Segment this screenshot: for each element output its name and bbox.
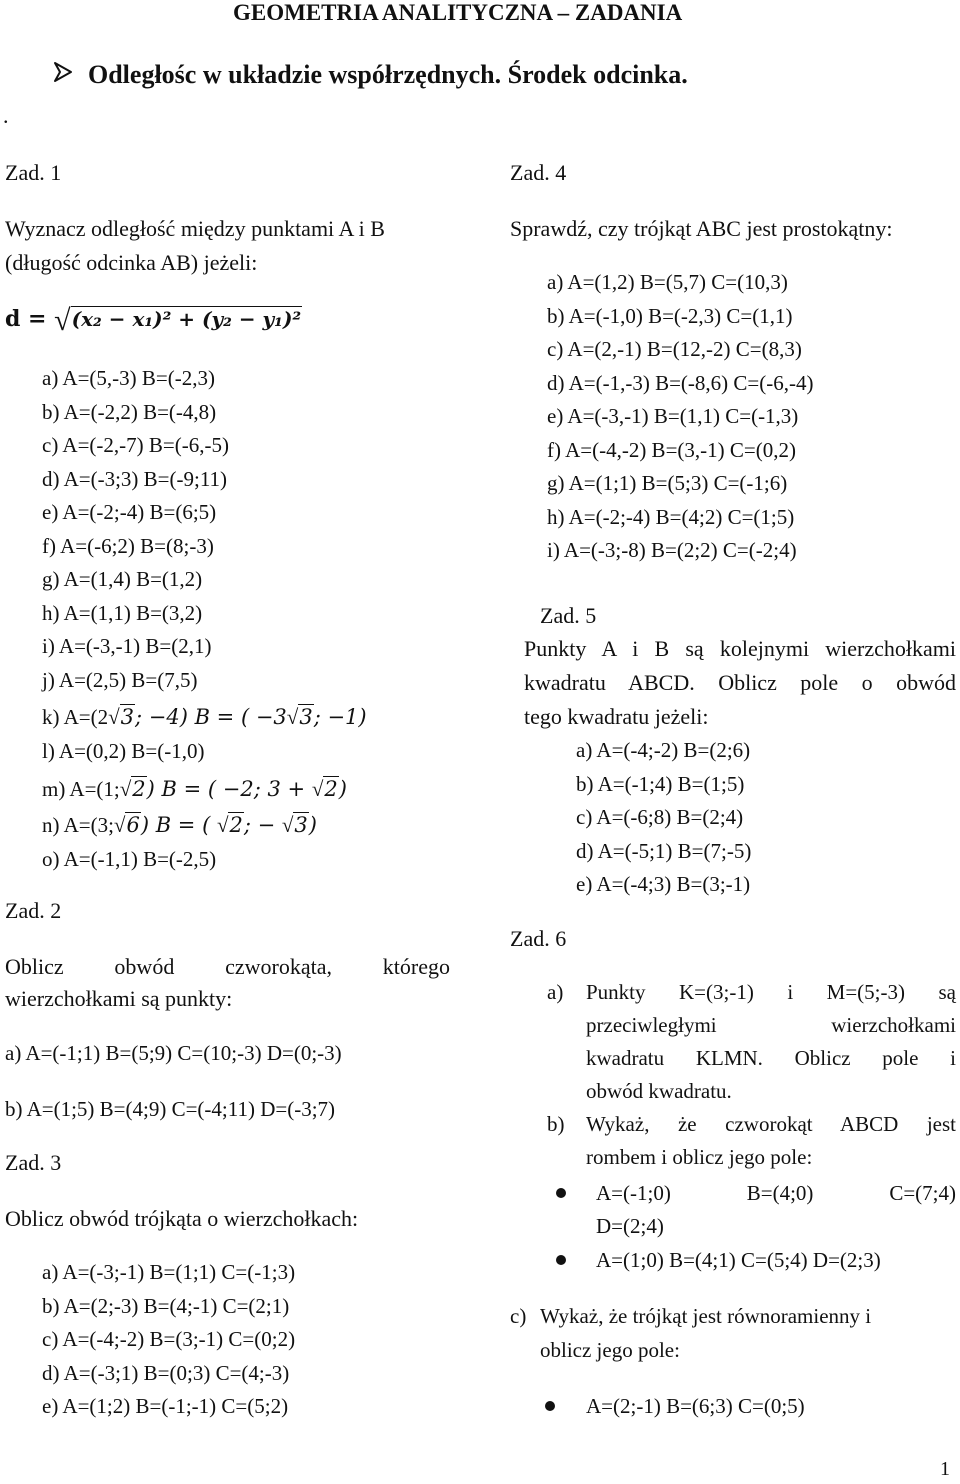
- zad5-list: [576, 734, 751, 902]
- stray-dot: .: [3, 103, 9, 128]
- zad6-b-bullet1-line2: D=(2;4): [596, 1214, 664, 1238]
- list-item: b) A=(2;-3) B=(4;-1) C=(2;1): [42, 1293, 290, 1318]
- list-item: a) A=(-3;-1) B=(1;1) C=(-1;3): [42, 1260, 296, 1284]
- list-item: h) A=(-2;-4) B=(4;2) C=(1;5): [547, 504, 795, 529]
- list-item-l: l) A=(0,2) B=(-1,0): [42, 739, 205, 763]
- zad6-a-line2: przeciwległymi wierzchołkami: [586, 1013, 956, 1037]
- radicand: 3: [120, 705, 134, 729]
- zad6-b-bullet1-line1: A=(-1;0) B=(4;0) C=(7;4): [596, 1181, 956, 1205]
- list-item-n: [42, 808, 317, 842]
- list-item: e) A=(-2;-4) B=(6;5): [42, 500, 217, 524]
- zad3-text-line1: Oblicz obwód trójkąta o wierzchołkach:: [5, 1206, 359, 1231]
- item-m-end: ): [338, 777, 347, 801]
- radicand: 6: [126, 813, 140, 837]
- list-item-k: [42, 700, 367, 734]
- item-m-mid: ) B = ( −2; 3 +: [146, 777, 312, 801]
- zad6-heading: Zad. 6: [510, 926, 567, 951]
- arrow-bullet-icon: [52, 60, 74, 90]
- list-item: d) A=(-3;3) B=(-9;11): [42, 466, 228, 491]
- item-n-end: ): [308, 813, 317, 837]
- list-item: d) A=(-5;1) B=(7;-5): [576, 838, 752, 863]
- zad6-c-line2: oblicz jego pole:: [540, 1338, 680, 1362]
- zad3-list: [42, 1256, 295, 1424]
- zad2-item-b: b) A=(1;5) B=(4;9) C=(-4;11) D=(-3;7): [5, 1097, 336, 1121]
- item-k-mid: ; −4) B = ( −3: [135, 705, 287, 729]
- list-item: b) A=(-2,2) B=(-4,8): [42, 399, 217, 424]
- zad2-text-line2: wierzchołkami są punkty:: [5, 986, 233, 1011]
- list-item: f) A=(-4,-2) B=(3,-1) C=(0,2): [547, 437, 796, 462]
- sqrt-sign-icon: √: [216, 813, 229, 837]
- bullet-icon: [556, 1181, 592, 1206]
- item-n-mid: ) B = (: [140, 813, 217, 837]
- zad6-a-label: a): [547, 980, 564, 1004]
- zad6-a-line1: Punkty K=(3;-1) i M=(5;-3) są: [586, 980, 956, 1004]
- bullet-icon: [545, 1394, 581, 1419]
- zad4-heading: Zad. 4: [510, 160, 567, 185]
- zad2-text-line1: Oblicz obwód czworokąta, którego: [5, 954, 450, 979]
- page-number: 1: [940, 1458, 950, 1480]
- zad5-text-line1: Punkty A i B są kolejnymi wierzchołkami: [524, 636, 956, 661]
- subtitle-text: Odległośc w układzie współrzędnych. Środek odcinka.: [88, 60, 688, 89]
- list-item: h) A=(1,1) B=(3,2): [42, 600, 203, 625]
- list-item: e) A=(1;2) B=(-1;-1) C=(5;2): [42, 1394, 289, 1418]
- sqrt-sign-icon: √: [108, 705, 120, 729]
- item-k-label: k) A=(2: [42, 705, 109, 729]
- list-item: e) A=(-3,-1) B=(1,1) C=(-1,3): [547, 404, 799, 428]
- list-item: i) A=(-3;-8) B=(2;2) C=(-2;4): [547, 538, 797, 562]
- zad5-text-line3: tego kwadratu jeżeli:: [524, 704, 709, 729]
- list-item: g) A=(1;1) B=(5;3) C=(-1;6): [547, 471, 788, 495]
- zad1-text-line1: Wyznacz odległość między punktami A i B: [5, 216, 385, 241]
- radicand: 3: [299, 705, 313, 729]
- zad6-b-bullet2: A=(1;0) B=(4;1) C=(5;4) D=(2;3): [596, 1248, 881, 1272]
- item-n-mid2: ; −: [243, 813, 282, 837]
- list-item: j) A=(2,5) B=(7,5): [42, 667, 198, 692]
- list-item: b) A=(-1;4) B=(1;5): [576, 771, 745, 796]
- sqrt-sign-icon: √: [311, 777, 324, 801]
- zad5-heading: Zad. 5: [540, 603, 597, 628]
- item-n-label: n) A=(3;: [42, 813, 114, 837]
- sqrt-sign-icon: √: [286, 705, 299, 729]
- list-item: i) A=(-3,-1) B=(2,1): [42, 634, 212, 658]
- item-m-label: m) A=(1;: [42, 777, 120, 801]
- zad4-text-line1: Sprawdź, czy trójkąt ABC jest prostokątny:: [510, 216, 893, 241]
- list-item: c) A=(-2,-7) B=(-6,-5): [42, 433, 229, 457]
- zad6-c-bullet: A=(2;-1) B=(6;3) C=(0;5): [586, 1394, 805, 1418]
- list-item: a) A=(-4;-2) B=(2;6): [576, 738, 751, 762]
- zad6-b-label: b): [547, 1112, 565, 1136]
- list-item-o: o) A=(-1,1) B=(-2,5): [42, 847, 217, 871]
- zad4-list: [547, 266, 813, 568]
- radicand: 2: [324, 777, 338, 801]
- list-item: b) A=(-1,0) B=(-2,3) C=(1,1): [547, 303, 793, 328]
- page-title: GEOMETRIA ANALITYCZNA – ZADANIA: [233, 0, 683, 25]
- item-k-end: ; −1): [313, 705, 367, 729]
- distance-formula: [5, 300, 302, 337]
- zad6-c-label: c): [510, 1304, 527, 1328]
- list-item: d) A=(-1,-3) B=(-8,6) C=(-6,-4): [547, 370, 814, 395]
- zad6-b-line1: Wykaż, że czworokąt ABCD jest: [586, 1112, 956, 1136]
- zad3-heading: Zad. 3: [5, 1150, 62, 1175]
- sqrt-sign-icon: √: [281, 813, 294, 837]
- radicand: 3: [294, 813, 308, 837]
- zad1-text-line2: (długość odcinka AB) jeżeli:: [5, 250, 258, 275]
- zad6-a-line4: obwód kwadratu.: [586, 1079, 732, 1103]
- zad2-item-a: a) A=(-1;1) B=(5;9) C=(10;-3) D=(0;-3): [5, 1041, 342, 1065]
- formula-lhs: d =: [5, 306, 55, 332]
- sqrt-sign-icon: √: [113, 813, 126, 837]
- zad1-heading: Zad. 1: [5, 160, 62, 185]
- list-item: c) A=(-6;8) B=(2;4): [576, 805, 744, 829]
- list-item: a) A=(5,-3) B=(-2,3): [42, 366, 215, 390]
- list-item: c) A=(2,-1) B=(12,-2) C=(8,3): [547, 337, 802, 361]
- list-item: a) A=(1,2) B=(5,7) C=(10,3): [547, 270, 788, 294]
- list-item: e) A=(-4;3) B=(3;-1): [576, 872, 751, 896]
- radicand: 2: [229, 813, 243, 837]
- list-item: c) A=(-4;-2) B=(3;-1) C=(0;2): [42, 1327, 296, 1351]
- radicand: 2: [132, 777, 146, 801]
- formula-rhs: (x₂ − x₁)² + (y₂ − y₁)²: [71, 307, 302, 331]
- zad6-b-line2: rombem i oblicz jego pole:: [586, 1145, 813, 1169]
- section-subtitle: [52, 60, 688, 90]
- list-item-m: [42, 772, 347, 806]
- bullet-icon: [556, 1248, 592, 1273]
- zad6-c-line1: Wykaż, że trójkąt jest równoramienny i: [540, 1304, 872, 1328]
- zad2-heading: Zad. 2: [5, 898, 62, 923]
- zad5-text-line2: kwadratu ABCD. Oblicz pole o obwód: [524, 670, 956, 695]
- sqrt-sign-icon: √: [119, 777, 132, 801]
- zad6-a-line3: kwadratu KLMN. Oblicz pole i: [586, 1046, 956, 1070]
- sqrt-sign-icon: √: [54, 304, 71, 337]
- list-item: g) A=(1,4) B=(1,2): [42, 567, 203, 591]
- list-item: f) A=(-6;2) B=(8;-3): [42, 533, 214, 558]
- list-item: d) A=(-3;1) B=(0;3) C=(4;-3): [42, 1360, 290, 1385]
- zad1-list: [42, 362, 229, 697]
